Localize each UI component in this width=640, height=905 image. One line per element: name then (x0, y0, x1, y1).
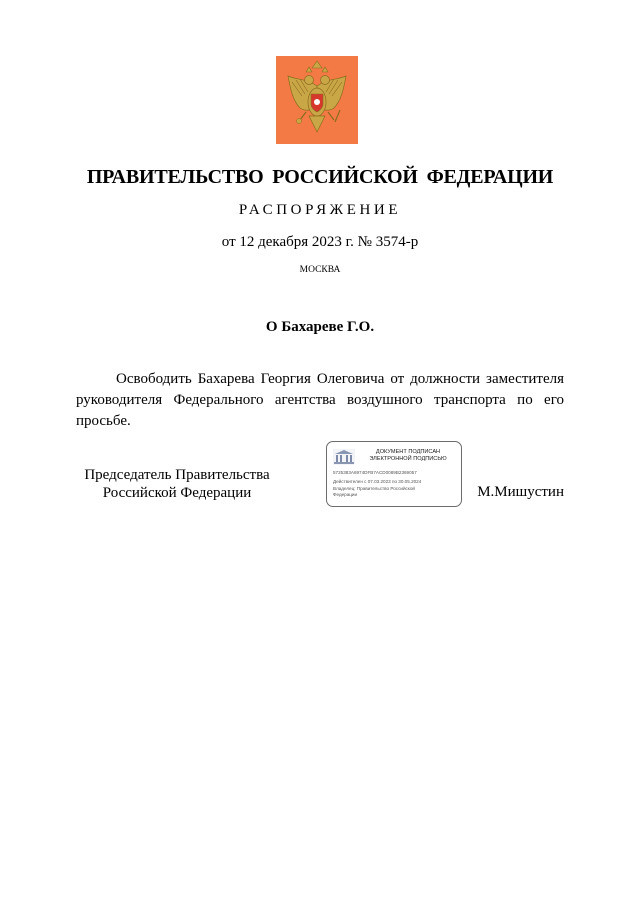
document-date-number: от 12 декабря 2023 г. № 3574-р (221, 234, 419, 250)
electronic-signature-stamp (326, 441, 462, 507)
esign-certificate-serial: 5725383A6974DFB7ACD0089B2369057 (333, 470, 417, 475)
esign-validity-period: Действителен с 07.03.2023 по 30.05.2024 (333, 479, 422, 484)
esign-owner (333, 486, 415, 499)
document-city: МОСКВА (299, 265, 341, 275)
document-body: Освободить Бахарева Георгия Олеговича от должности заместителя руководителя Федерального агентства воздушного транспорта по его просьбе. (76, 371, 564, 429)
esign-heading-line: ДОКУМЕНТ ПОДПИСАН (375, 449, 441, 455)
esign-heading-line: ЭЛЕКТРОННОЙ ПОДПИСЬЮ (369, 456, 447, 463)
signer-position-line: Председатель Правительства (84, 467, 270, 483)
esign-owner-line: Владелец: Правительство Российской (333, 486, 415, 491)
document-subject: О Бахареве Г.О. (265, 319, 375, 335)
government-building-icon (333, 449, 355, 465)
signer-position-line: Российской Федерации (102, 485, 252, 501)
government-title: ПРАВИТЕЛЬСТВО РОССИЙСКОЙ ФЕДЕРАЦИИ (86, 166, 554, 188)
esign-heading (357, 449, 459, 464)
signer-name: М.Мишустин (477, 484, 564, 500)
coat-of-arms-emblem (276, 56, 358, 144)
esign-owner-line: Федерации (333, 492, 358, 498)
document-type: РАСПОРЯЖЕНИЕ (238, 202, 402, 218)
signer-position (72, 466, 282, 502)
